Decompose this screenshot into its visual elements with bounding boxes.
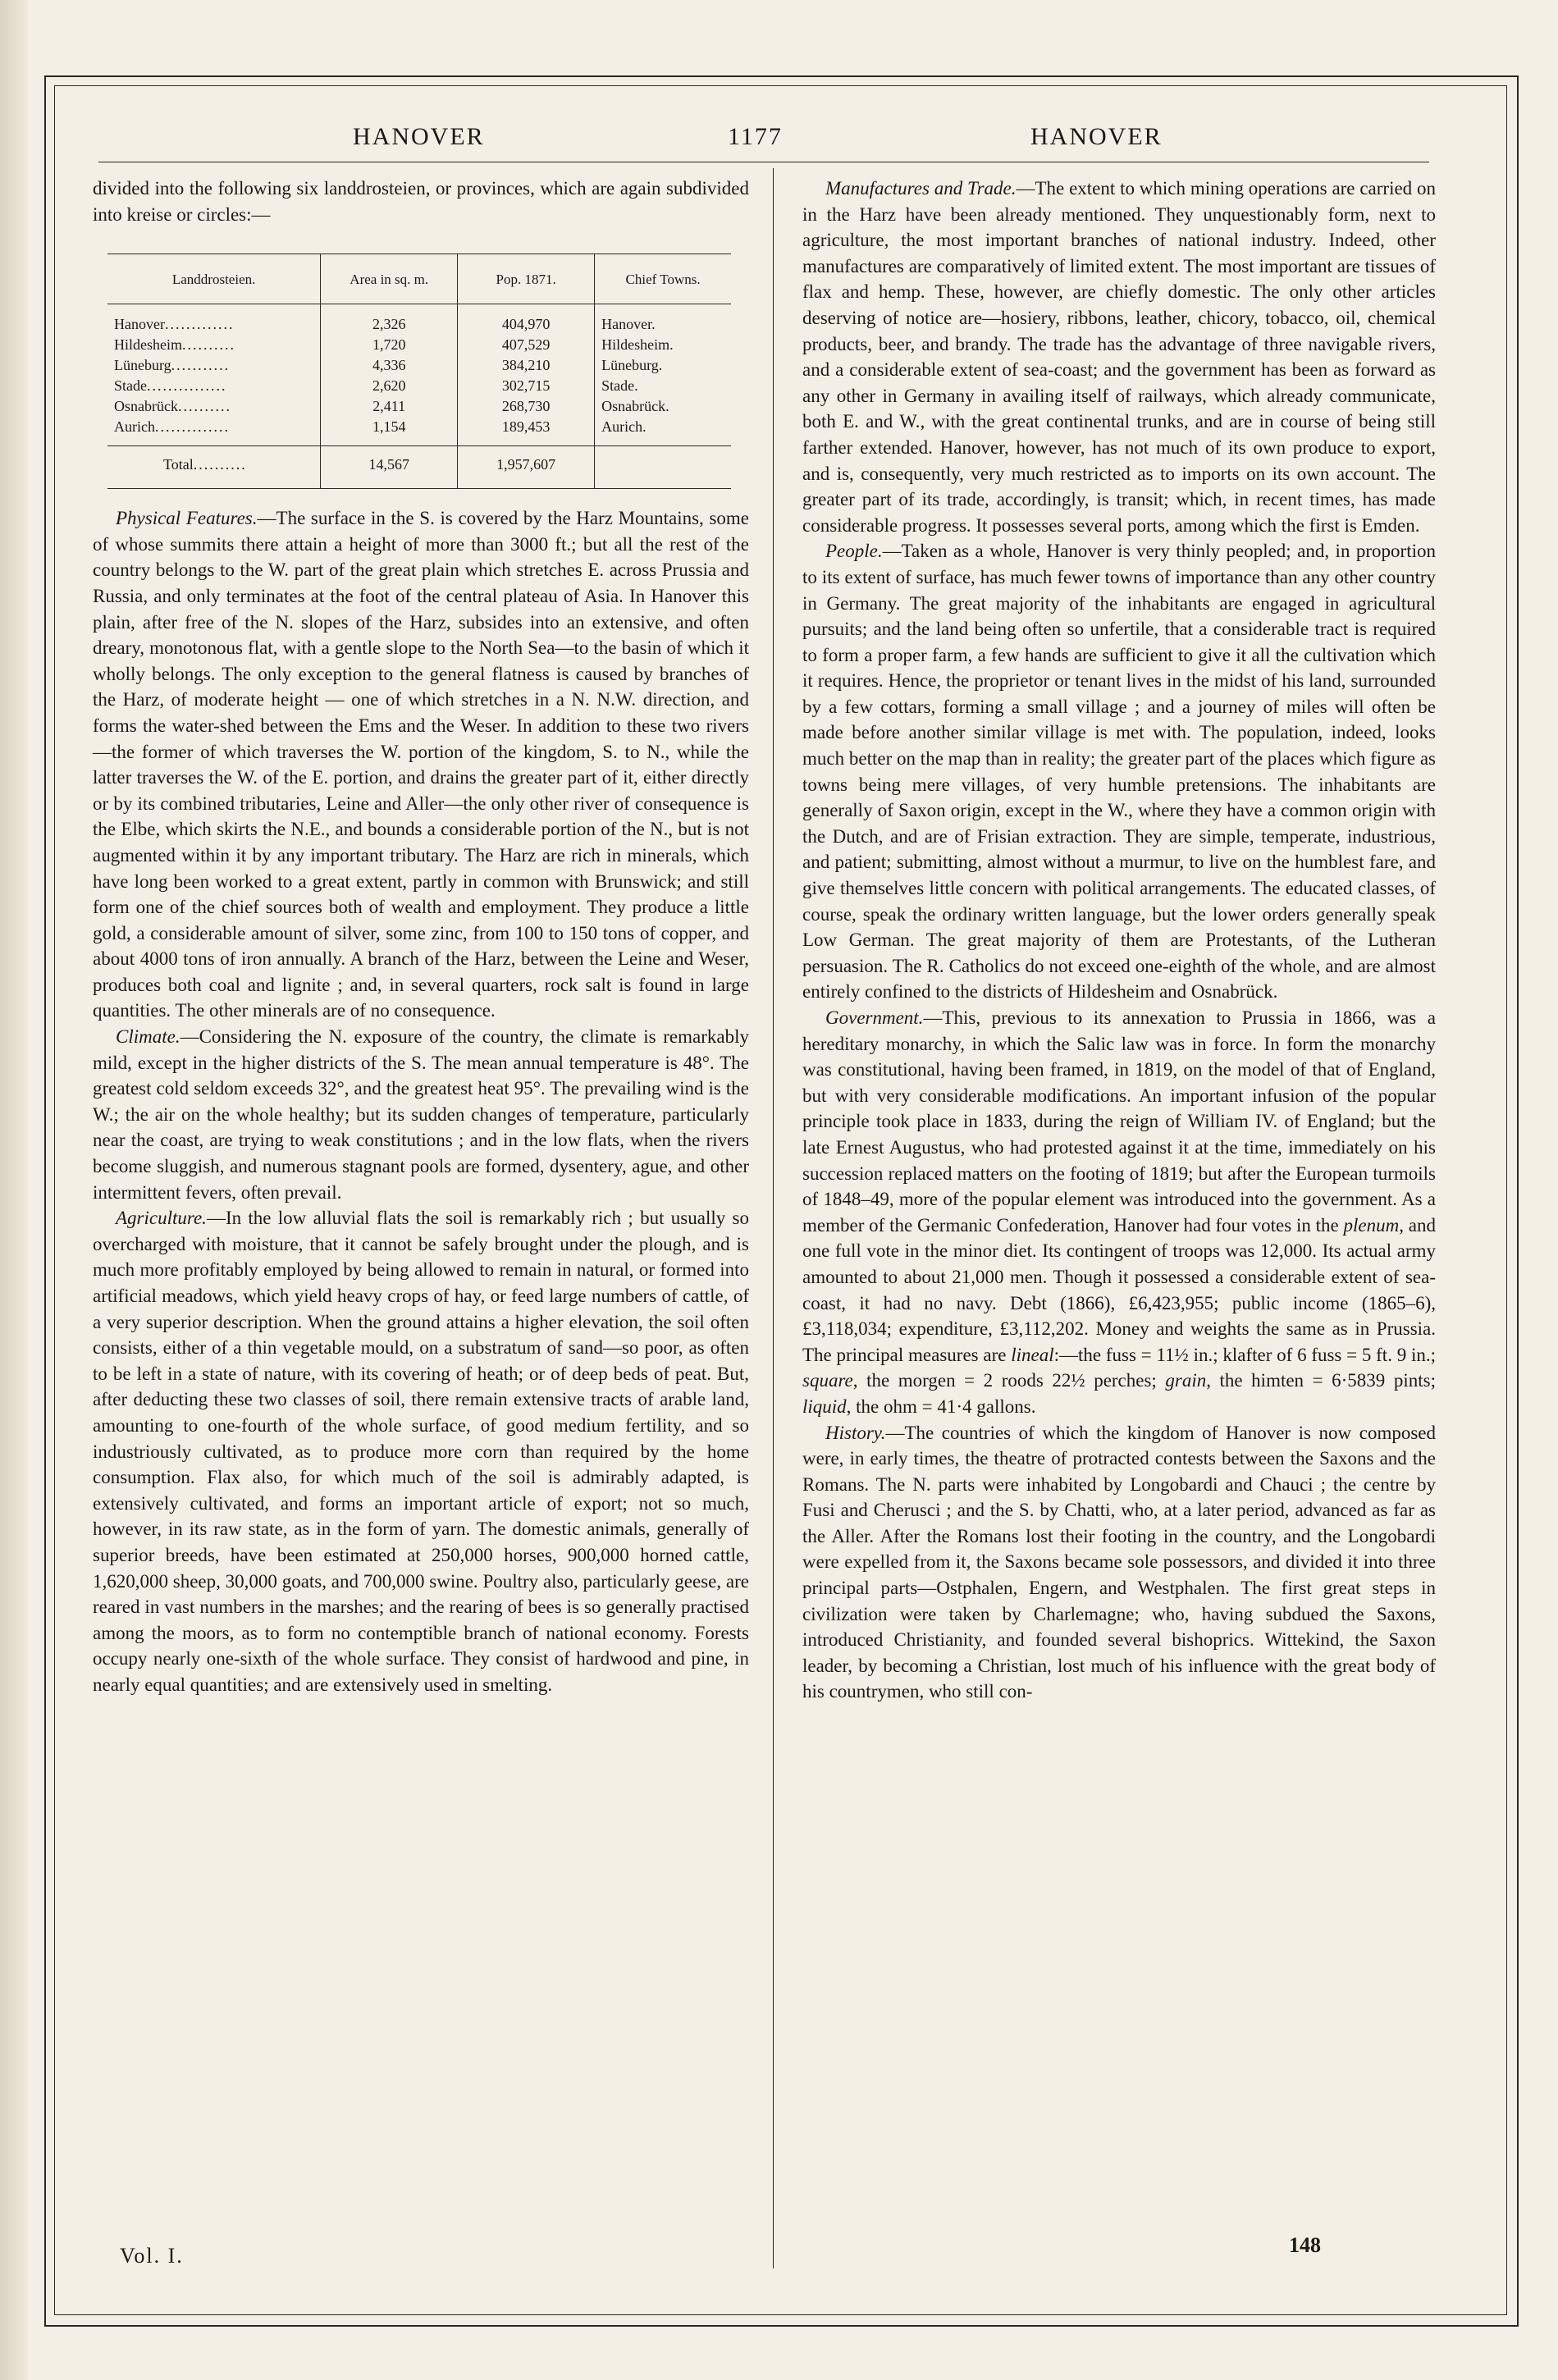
- people-paragraph: People.—Taken as a whole, Hanover is very thinly peopled; and, in proportion to its extent of surface, has much fewer towns of importance than any other country in Germany. The great majority of the inhabitants are engaged in agricultural pursuits; and the land being often so unfertile, that a considerable tract is required to form a proper farm, a few hands are sufficient to give it all the cultivation which it requires. Hence, the proprietor or tenant lives in the midst of his land, surrounded by a few cottars, forming a small village ; and a journey of miles will often be made before another similar village is met with. The population, indeed, looks much better on the map than in reality; the greater part of the places which figure as towns being mere villages, of very humble pretensions. The inhabitants are generally of Saxon origin, except in the W., where they have a common origin with the Dutch, and are of Frisian extraction. They are simple, temperate, industrious, and patient; submitting, almost without a murmur, to live on the humblest fare, and give themselves little concern with political arrangements. The educated classes, of course, speak the ordinary written language, but the lower orders generally speak Low German. The great majority of them are Protestants, of the Lutheran persuasion. The R. Catholics do not exceed one-eighth of the whole, and are almost entirely confined to the districts of Hildesheim and Osnabrück.: [802, 541, 1436, 1003]
- table-cell-town: Hanover.: [595, 304, 731, 336]
- landdrosteien-table: [107, 254, 731, 489]
- table-cell-town: Hildesheim.: [595, 335, 731, 355]
- table-row: [107, 304, 731, 336]
- table-cell-name: Total..........: [107, 446, 321, 489]
- history-paragraph: History.—The countries of which the kingdom of Hanover is now composed were, in early times, the theatre of protracted contests between the Saxons and the Romans. The N. parts were inhabited by Longobardi and Chauci ; the centre by Fusi and Cherusci ; and the S. by Chatti, who, at a later period, advanced as far as the Aller. After the Romans lost their footing in the country, and the Longobardi were expelled from it, the Saxons became sole possessors, and divided it into three principal parts—Ostphalen, Engern, and Westphalen. The first great steps in civilization were taken by Charlemagne; who, having subdued the Saxons, introduced Christianity, and founded several bishoprics. Wittekind, the Saxon leader, by becoming a Christian, lost much of his influence with the great body of his countrymen, who still con-: [802, 1422, 1436, 1702]
- table-cell-town: Osnabrück.: [595, 396, 731, 417]
- government-paragraph: Government.—This, previous to its annexation to Prussia in 1866, was a hereditary monarchy, in which the Salic law was in force. In form the monarchy was constitutional, having been framed, in 1819, on the model of that of England, but with very considerable modifications. An important infusion of the popular principle took place in 1833, during the reign of William IV. of England; but the late Ernest Augustus, who had protested against it at the time, immediately on his succession replaced matters on the footing of 1819; but after the European turmoils of 1848–49, more of the popular element was introduced into the government. As a member of the Germanic Confederation, Hanover had four votes in the plenum, and one full vote in the minor diet. Its contingent of troops was 12,000. Its actual army amounted to about 21,000 men. Though it possessed a considerable extent of sea-coast, it had no navy. Debt (1866), £6,423,955; public income (1865–6), £3,118,034; expenditure, £3,112,202. Money and weights the same as in Prussia. The principal measures are lineal:—the fuss = 11½ in.; klafter of 6 fuss = 5 ft. 9 in.; square, the morgen = 2 roods 22½ perches; grain, the himten = 6·5839 pints; liquid, the ohm = 41·4 gallons.: [802, 1007, 1436, 1417]
- table-header: Area in sq. m.: [321, 254, 458, 304]
- table-cell-pop: 407,529: [458, 335, 595, 355]
- page-binding-edge: [0, 0, 28, 2380]
- table-header: Landdrosteien.: [107, 254, 321, 304]
- table-cell-name: Osnabrück..........: [114, 398, 231, 415]
- table-cell-pop: 268,730: [458, 396, 595, 417]
- header-right-title: HANOVER: [1030, 123, 1163, 150]
- table-cell-pop: 302,715: [458, 376, 595, 396]
- table-cell-name: Aurich..............: [114, 418, 230, 436]
- table-row: [107, 376, 731, 396]
- section-heading: Physical Features.: [116, 508, 258, 529]
- table-cell-area: 2,326: [321, 304, 458, 336]
- table-row: [107, 417, 731, 446]
- climate-paragraph: Climate.—Considering the N. exposure of the country, the climate is remarkably mild, except in the higher districts of the S. The mean annual temperature is 48°. The greatest cold seldom exceeds 32°, and the greatest heat 95°. The prevailing wind is the W.; the air on the whole healthy; but its sudden changes of temperature, particularly near the coast, are trying to weak constitutions ; and in the low flats, when the rivers become sluggish, and numerous stagnant pools are formed, dysentery, ague, and other intermittent fevers, often prevail.: [93, 1026, 749, 1203]
- table-cell-area: 2,411: [321, 396, 458, 417]
- section-heading: People.: [825, 541, 883, 562]
- table-total-row: [107, 446, 731, 489]
- signature-mark: 148: [1289, 2233, 1321, 2257]
- right-column: [802, 176, 1436, 1705]
- column-separator: [773, 168, 774, 2268]
- section-heading: Government.: [825, 1007, 924, 1028]
- table-cell-town: Lüneburg.: [595, 355, 731, 376]
- table-cell-area: 1,154: [321, 417, 458, 446]
- table-cell-town: [595, 446, 731, 489]
- running-head: [0, 123, 1558, 156]
- manufactures-paragraph: Manufactures and Trade.—The extent to which mining operations are carried on in the Harz have been already mentioned. They unquestionably form, next to agriculture, the most important branches of national industry. Indeed, other manufactures are comparatively of limited extent. The most important are tissues of flax and hemp. These, however, are chiefly domestic. The only other articles deserving of notice are—hosiery, ribbons, leather, chicory, tobacco, oil, chemical products, beer, and brandy. The trade has the advantage of three navigable rivers, and a considerable extent of sea-coast; and the government has been as forward as any other in Germany in availing itself of railways, which already communicate, both E. and W., with the great continental trunks, and are in course of being still farther extended. Hanover, however, has not much of its own produce to export, and is, consequently, very much restricted as to imports on its own account. The greater part of its trade, accordingly, is transit; which, in recent times, has made considerable progress. It possesses several ports, among which the first is Emden.: [802, 178, 1436, 536]
- table-cell-area: 1,720: [321, 335, 458, 355]
- table-cell-town: Stade.: [595, 376, 731, 396]
- agriculture-paragraph: Agriculture.—In the low alluvial flats the soil is remarkably rich ; but usually so overcharged with moisture, that it cannot be safely brought under the plough, and is much more profitably employed by being allowed to remain in natural, or formed into artificial meadows, which yield heavy crops of hay, or feed large numbers of cattle, of a very superior description. When the ground attains a higher elevation, the soil often consists, either of a thin vegetable mould, on a substratum of sand—so poor, as often to be left in a state of nature, with its covering of heath; or of deep beds of peat. But, after deducting these two classes of soil, there remain extensive tracts of arable land, amounting to one-fourth of the whole surface, of good medium fertility, and so industriously cultivated, as to produce more corn than required by the home consumption. Flax also, for which much of the soil is admirably adapted, is extensively cultivated, and forms an important article of export; not so much, however, in its raw state, as in the form of yarn. The domestic animals, generally of superior breeds, have been estimated at 250,000 horses, 900,000 horned cattle, 1,620,000 sheep, 30,000 goats, and 700,000 swine. Poultry also, particularly geese, are reared in vast numbers in the marshes; and the rearing of bees is so generally practised among the moors, as to form no contemptible branch of national economy. Forests occupy nearly one-sixth of the whole surface. They consist of hardwood and pine, in nearly equal quantities; and are extensively used in smelting.: [93, 1208, 749, 1695]
- table-cell-name: Lüneburg...........: [114, 357, 231, 374]
- table-cell-name: Hanover.............: [114, 316, 235, 333]
- table-header-row: [107, 254, 731, 304]
- section-heading: Climate.: [116, 1026, 180, 1048]
- page-number: 1177: [728, 123, 783, 150]
- table-cell-area: 14,567: [321, 446, 458, 489]
- table-cell-pop: 189,453: [458, 417, 595, 446]
- table-cell-area: 2,620: [321, 376, 458, 396]
- table-cell-name: Hildesheim..........: [114, 336, 235, 354]
- table-header: Chief Towns.: [595, 254, 731, 304]
- section-heading: Agriculture.: [116, 1208, 207, 1229]
- table-cell-pop: 384,210: [458, 355, 595, 376]
- table-row: [107, 335, 731, 355]
- table-cell-town: Aurich.: [595, 417, 731, 446]
- table-cell-pop: 1,957,607: [458, 446, 595, 489]
- table-row: [107, 396, 731, 417]
- section-heading: Manufactures and Trade.: [825, 178, 1017, 199]
- left-column: [93, 176, 749, 1698]
- table-cell-pop: 404,970: [458, 304, 595, 336]
- intro-paragraph: divided into the following six landdrosteien, or provinces, which are again subdivided into kreise or circles:—: [93, 178, 749, 225]
- header-left-title: HANOVER: [353, 123, 485, 150]
- table-row: [107, 355, 731, 376]
- volume-mark: Vol. I.: [120, 2244, 184, 2268]
- physical-features-paragraph: Physical Features.—The surface in the S. is covered by the Harz Mountains, some of whose summits there attain a height of more than 3000 ft.; but all the rest of the country belongs to the W. part of the great plain which stretches E. across Prussia and Russia, and only terminates at the foot of the central plateau of Asia. In Hanover this plain, after free of the N. slopes of the Harz, subsides into an extensive, and often dreary, monotonous flat, with a gentle slope to the North Sea—to the basin of which it wholly belongs. The only exception to the general flatness is caused by branches of the Harz, of moderate height — one of which stretches in a N. N.W. direction, and forms the water-shed between the Ems and the Weser. In addition to these two rivers—the former of which traverses the W. portion of the kingdom, S. to N., while the latter traverses the W. of the E. portion, and drains the greater part of it, either directly or by its combined tributaries, Leine and Aller—the only other river of consequence is the Elbe, which skirts the N.E., and bounds a considerable portion of the N., but is not augmented within it by any important tributary. The Harz are rich in minerals, which have long been worked to a great extent, partly in common with Brunswick; and still form one of the chief sources both of wealth and employment. They produce a little gold, a considerable amount of silver, some zinc, from 100 to 150 tons of copper, and about 4000 tons of iron annually. A branch of the Harz, between the Leine and Weser, produces both coal and lignite ; and, in several quarters, rock salt is found in large quantities. The other minerals are of no consequence.: [93, 508, 749, 1021]
- table-header: Pop. 1871.: [458, 254, 595, 304]
- table-cell-name: Stade...............: [114, 377, 227, 395]
- table-cell-area: 4,336: [321, 355, 458, 376]
- section-heading: History.: [825, 1422, 886, 1443]
